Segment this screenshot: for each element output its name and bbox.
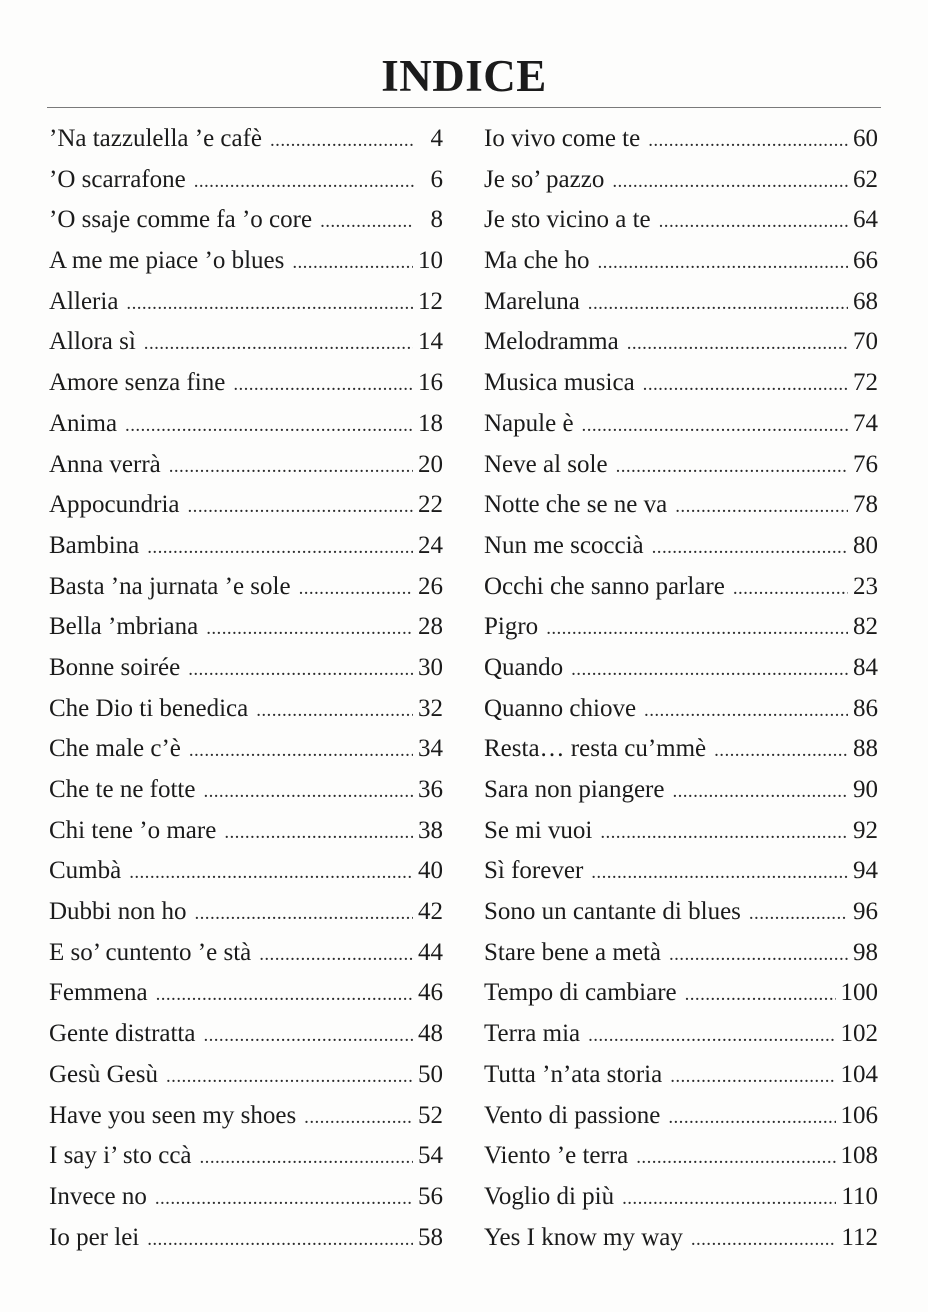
- dot-leader: [200, 1138, 413, 1179]
- index-entry: [49, 200, 443, 241]
- dot-leader: [166, 1057, 413, 1098]
- entry-page-number: 96: [853, 898, 878, 926]
- index-entry: [484, 241, 878, 282]
- dot-leader: [648, 121, 848, 162]
- entry-title: Io per lei: [49, 1223, 140, 1251]
- entry-title: ’O ssaje comme fa ’o core: [49, 206, 313, 234]
- entry-title: Napule è: [484, 409, 574, 437]
- index-entry: [49, 526, 443, 567]
- entry-title: Viento ’e terra: [484, 1142, 629, 1170]
- entry-page-number: 56: [418, 1182, 443, 1210]
- entry-page-number: 26: [418, 572, 443, 600]
- dot-leader: [203, 772, 413, 813]
- index-entry: [484, 404, 878, 445]
- entry-title: Quando: [484, 653, 564, 681]
- entry-page-number: 14: [418, 328, 443, 356]
- index-entry: [49, 1177, 443, 1218]
- entry-title: Voglio di più: [484, 1182, 615, 1210]
- dot-leader: [652, 528, 848, 569]
- entry-page-number: 34: [418, 735, 443, 763]
- entry-title: ’O scarrafone: [49, 165, 186, 193]
- index-entry: [49, 892, 443, 933]
- index-entry: [49, 363, 443, 404]
- index-entry: [49, 322, 443, 363]
- dot-leader: [188, 650, 413, 691]
- entry-page-number: 60: [853, 125, 878, 152]
- index-entry: [49, 241, 443, 282]
- entry-page-number: 62: [853, 165, 878, 193]
- index-entry: [484, 526, 878, 567]
- index-entry: [484, 607, 878, 648]
- dot-leader: [672, 772, 848, 813]
- dot-leader: [685, 975, 836, 1016]
- index-entry: [484, 1218, 878, 1259]
- dot-leader: [203, 1016, 413, 1057]
- entry-page-number: 42: [418, 898, 443, 926]
- entry-title: Sono un cantante di blues: [484, 898, 741, 926]
- index-entry: [49, 1096, 443, 1137]
- entry-title: Bella ’mbriana: [49, 613, 199, 641]
- dot-leader: [256, 691, 413, 732]
- entry-title: Tempo di cambiare: [484, 979, 677, 1007]
- dot-leader: [147, 1220, 413, 1261]
- entry-title: Sara non piangere: [484, 776, 665, 803]
- entry-page-number: 58: [418, 1223, 443, 1251]
- dot-leader: [591, 853, 848, 894]
- entry-title: Alleria: [49, 287, 119, 315]
- entry-title: Che male c’è: [49, 735, 181, 763]
- entry-page-number: 38: [418, 816, 443, 844]
- entry-page-number: 70: [853, 328, 878, 356]
- entry-page-number: 104: [840, 1060, 878, 1088]
- index-entry: [49, 729, 443, 770]
- entry-title: E so’ cuntento ’e stà: [49, 938, 252, 966]
- index-entry: [484, 322, 878, 363]
- dot-leader: [169, 447, 413, 488]
- entry-title: Gesù Gesù: [49, 1060, 159, 1088]
- entry-page-number: 12: [418, 287, 443, 315]
- dot-leader: [668, 1098, 835, 1139]
- entry-title: Stare bene a metà: [484, 938, 661, 966]
- dot-leader: [206, 609, 413, 650]
- dot-leader: [188, 487, 413, 528]
- index-entry: [49, 1014, 443, 1055]
- index-entry: [49, 933, 443, 974]
- index-entry: [484, 200, 878, 241]
- entry-title: Anima: [49, 409, 118, 437]
- index-entry: [49, 485, 443, 526]
- dot-leader: [299, 569, 413, 610]
- dot-leader: [144, 324, 413, 365]
- dot-leader: [194, 162, 414, 203]
- entry-page-number: 82: [853, 613, 878, 641]
- index-entry: [49, 770, 443, 811]
- entry-page-number: 48: [418, 1020, 443, 1048]
- entry-page-number: 68: [853, 287, 878, 315]
- index-column-right: [484, 119, 878, 1258]
- entry-title: Basta ’na jurnata ’e sole: [49, 572, 291, 600]
- dot-leader: [125, 406, 413, 447]
- entry-title: Tutta ’n’ata storia: [484, 1060, 663, 1088]
- entry-page-number: 84: [853, 653, 878, 681]
- entry-title: Vento di passione: [484, 1101, 661, 1129]
- entry-title: Je sto vicino a te: [484, 206, 651, 234]
- entry-page-number: 88: [853, 735, 878, 763]
- index-entry: [484, 1014, 878, 1055]
- entry-page-number: 8: [430, 206, 443, 234]
- index-entry: [484, 485, 878, 526]
- entry-title: Femmena: [49, 979, 148, 1007]
- dot-leader: [270, 121, 414, 162]
- entry-page-number: 32: [418, 694, 443, 722]
- index-entry: [49, 1055, 443, 1096]
- index-entry: [484, 160, 878, 201]
- entry-title: Chi tene ’o mare: [49, 816, 217, 844]
- entry-title: Invece no: [49, 1182, 147, 1210]
- entry-title: Appocundria: [49, 491, 180, 519]
- dot-leader: [643, 365, 848, 406]
- entry-page-number: 4: [430, 125, 443, 152]
- dot-leader: [714, 731, 848, 772]
- dot-leader: [749, 894, 848, 935]
- index-entry: [49, 567, 443, 608]
- entry-page-number: 90: [853, 776, 878, 803]
- entry-page-number: 108: [840, 1142, 878, 1170]
- entry-page-number: 74: [853, 409, 878, 437]
- index-entry: [49, 607, 443, 648]
- dot-leader: [616, 447, 848, 488]
- index-entry: [49, 282, 443, 323]
- entry-title: Have you seen my shoes: [49, 1101, 297, 1129]
- entry-title: Terra mia: [484, 1020, 581, 1048]
- index-entry: [49, 689, 443, 730]
- entry-page-number: 22: [418, 491, 443, 519]
- dot-leader: [644, 691, 848, 732]
- index-entry: [484, 892, 878, 933]
- dot-leader: [733, 569, 848, 610]
- entry-title: ’Na tazzulella ’e cafè: [49, 125, 263, 152]
- entry-page-number: 44: [418, 938, 443, 966]
- entry-title: Pigro: [484, 613, 539, 641]
- entry-page-number: 40: [418, 857, 443, 885]
- entry-page-number: 36: [418, 776, 443, 803]
- index-entry: [484, 1096, 878, 1137]
- entry-title: Se mi vuoi: [484, 816, 593, 844]
- dot-leader: [588, 1016, 835, 1057]
- entry-page-number: 20: [418, 450, 443, 478]
- entry-title: Musica musica: [484, 369, 635, 397]
- dot-leader: [292, 243, 413, 284]
- index-entry: [49, 1218, 443, 1259]
- dot-leader: [195, 894, 414, 935]
- index-entry: [49, 119, 443, 160]
- page-title: INDICE: [381, 51, 547, 101]
- dot-leader: [670, 1057, 835, 1098]
- entry-page-number: 18: [418, 409, 443, 437]
- entry-page-number: 16: [418, 369, 443, 397]
- entry-page-number: 92: [853, 816, 878, 844]
- index-entry: [484, 770, 878, 811]
- dot-leader: [156, 975, 413, 1016]
- dot-leader: [304, 1098, 413, 1139]
- entry-page-number: 54: [418, 1142, 443, 1170]
- entry-title: Che Dio ti benedica: [49, 694, 249, 722]
- dot-leader: [600, 813, 848, 854]
- entry-title: Cumbà: [49, 857, 122, 885]
- entry-page-number: 52: [418, 1101, 443, 1129]
- entry-title: Amore senza fine: [49, 369, 226, 397]
- index-column-left: [49, 119, 443, 1258]
- entry-title: Occhi che sanno parlare: [484, 572, 725, 600]
- entry-title: Gente distratta: [49, 1020, 196, 1048]
- entry-title: Neve al sole: [484, 450, 608, 478]
- dot-leader: [571, 650, 848, 691]
- index-entry: [49, 445, 443, 486]
- dot-leader: [675, 487, 848, 528]
- entry-title: Melodramma: [484, 328, 619, 356]
- entry-page-number: 100: [840, 979, 878, 1007]
- entry-page-number: 106: [840, 1101, 878, 1129]
- entry-title: A me me piace ’o blues: [49, 247, 285, 275]
- index-entry: [484, 1136, 878, 1177]
- dot-leader: [155, 1179, 413, 1220]
- dot-leader: [622, 1179, 836, 1220]
- index-entry: [49, 811, 443, 852]
- dot-leader: [189, 731, 413, 772]
- dot-leader: [627, 324, 848, 365]
- entry-title: I say i’ sto ccà: [49, 1142, 192, 1170]
- entry-page-number: 72: [853, 369, 878, 397]
- entry-page-number: 24: [418, 531, 443, 559]
- entry-title: Anna verrà: [49, 450, 161, 478]
- entry-title: Bonne soirée: [49, 653, 181, 681]
- dot-leader: [233, 365, 413, 406]
- entry-title: Mareluna: [484, 287, 580, 315]
- entry-title: Nun me scoccià: [484, 531, 644, 559]
- dot-leader: [259, 935, 413, 976]
- dot-leader: [588, 284, 848, 325]
- entry-page-number: 112: [841, 1223, 878, 1251]
- index-entry: [484, 282, 878, 323]
- index-entry: [49, 648, 443, 689]
- entry-page-number: 66: [853, 247, 878, 275]
- dot-leader: [636, 1138, 835, 1179]
- entry-page-number: 94: [853, 857, 878, 885]
- entry-title: Bambina: [49, 531, 140, 559]
- index-entry: [484, 933, 878, 974]
- entry-title: Ma che ho: [484, 247, 590, 275]
- entry-title: Allora sì: [49, 328, 136, 356]
- entry-page-number: 10: [418, 247, 443, 275]
- dot-leader: [126, 284, 413, 325]
- entry-title: Yes I know my way: [484, 1223, 683, 1251]
- dot-leader: [659, 202, 848, 243]
- dot-leader: [669, 935, 848, 976]
- dot-leader: [598, 243, 848, 284]
- dot-leader: [129, 853, 413, 894]
- dot-leader: [691, 1220, 837, 1261]
- entry-page-number: 86: [853, 694, 878, 722]
- entry-page-number: 28: [418, 613, 443, 641]
- entry-page-number: 6: [430, 165, 443, 193]
- index-entry: [484, 811, 878, 852]
- entry-page-number: 76: [853, 450, 878, 478]
- index-entry: [484, 445, 878, 486]
- index-entry: [484, 648, 878, 689]
- entry-page-number: 78: [853, 491, 878, 519]
- index-entry: [49, 851, 443, 892]
- entry-title: Quanno chiove: [484, 694, 637, 722]
- entry-page-number: 64: [853, 206, 878, 234]
- index-entry: [49, 1136, 443, 1177]
- index-entry: [484, 729, 878, 770]
- entry-title: Notte che se ne va: [484, 491, 668, 519]
- index-entry: [484, 363, 878, 404]
- dot-leader: [147, 528, 413, 569]
- entry-page-number: 30: [418, 653, 443, 681]
- entry-page-number: 80: [853, 531, 878, 559]
- dot-leader: [320, 202, 414, 243]
- entry-title: Che te ne fotte: [49, 776, 196, 803]
- entry-title: Resta… resta cu’mmè: [484, 735, 707, 763]
- index-entry: [484, 689, 878, 730]
- entry-title: Io vivo come te: [484, 125, 641, 152]
- dot-leader: [612, 162, 848, 203]
- index-entry: [484, 851, 878, 892]
- index-entry: [49, 973, 443, 1014]
- index-entry: [484, 567, 878, 608]
- entry-page-number: 23: [853, 572, 878, 600]
- entry-page-number: 110: [841, 1182, 878, 1210]
- entry-page-number: 46: [418, 979, 443, 1007]
- index-entry: [484, 1177, 878, 1218]
- entry-title: Dubbi non ho: [49, 898, 187, 926]
- dot-leader: [224, 813, 413, 854]
- dot-leader: [582, 406, 848, 447]
- entry-title: Je so’ pazzo: [484, 165, 605, 193]
- entry-page-number: 98: [853, 938, 878, 966]
- index-entry: [49, 160, 443, 201]
- entry-page-number: 50: [418, 1060, 443, 1088]
- index-entry: [484, 973, 878, 1014]
- index-entry: [484, 1055, 878, 1096]
- index-entry: [484, 119, 878, 160]
- index-entry: [49, 404, 443, 445]
- title-divider: [47, 107, 881, 108]
- entry-page-number: 102: [840, 1020, 878, 1048]
- entry-title: Sì forever: [484, 857, 584, 885]
- dot-leader: [546, 609, 848, 650]
